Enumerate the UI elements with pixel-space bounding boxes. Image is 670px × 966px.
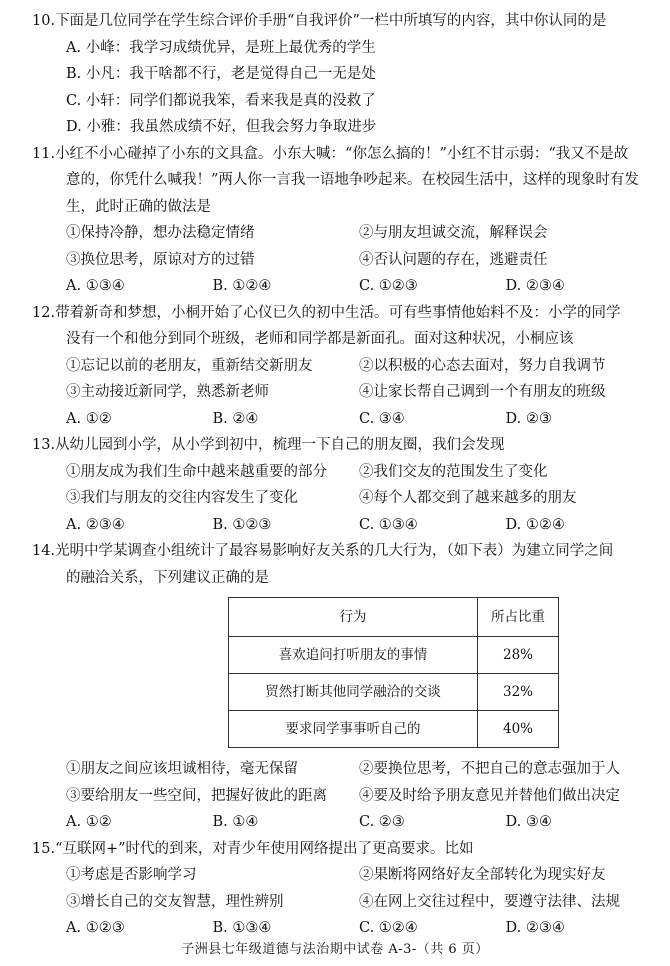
item-1: ①朋友之间应该坦诚相待，毫无保留: [66, 761, 298, 777]
question-10: [32, 8, 652, 141]
question-14: [32, 538, 652, 836]
question-number: 11.: [32, 145, 56, 162]
option-b: B. 小凡：我干啥都不行，老是觉得自己一无是处: [66, 66, 376, 82]
choice-d: D. ②③④: [505, 278, 565, 294]
item-3: ③换位思考，原谅对方的过错: [66, 251, 255, 268]
choice-d: D. ③④: [505, 814, 552, 830]
choice-a: A. ①②: [66, 410, 112, 427]
question-stem: 光明中学某调查小组统计了最容易影响好友关系的几大行为，（如下表）为建立同学之间: [55, 543, 614, 559]
question-stem: 从幼儿园到小学，从小学到初中，梳理一下自己的朋友圈，我们会发现: [55, 437, 505, 453]
choice-a: A. ①②③: [66, 920, 125, 936]
survey-table: [228, 597, 559, 748]
choice-c: C. ①③④: [359, 516, 418, 533]
question-12: [32, 300, 652, 433]
question-number: 14.: [32, 543, 56, 559]
table-row: [229, 674, 559, 711]
table-header: 行为: [229, 598, 478, 637]
choice-d: D. ①②④: [505, 516, 565, 533]
item-4: ④在网上交往过程中，要遵守法律、法规: [359, 893, 620, 910]
item-4: ④否认问题的存在，逃避责任: [359, 251, 548, 268]
question-number: 13.: [32, 437, 56, 453]
question-stem: 下面是几位同学在学生综合评价手册“自我评价”一栏中所填写的内容，其中你认同的是: [55, 13, 607, 29]
table-cell: 32%: [478, 674, 559, 711]
table-cell: 要求同学事事听自己的: [229, 711, 478, 748]
item-3: ③我们与朋友的交往内容发生了变化: [66, 490, 298, 506]
item-3: ③要给朋友一些空间，把握好彼此的距离: [66, 787, 327, 804]
item-4: ④每个人都交到了越来越多的朋友: [359, 490, 577, 506]
choice-a: A. ①②: [66, 814, 112, 830]
item-1: ①保持冷静，想办法稳定情绪: [66, 225, 255, 241]
item-3: ③增长自己的交友智慧，理性辨别: [66, 893, 284, 910]
choice-c: C. ①②④: [359, 920, 418, 936]
choice-d: D. ②③④: [505, 920, 565, 936]
item-3: ③主动接近新同学，熟悉新老师: [66, 384, 269, 400]
item-2: ②果断将网络好友全部转化为现实好友: [359, 867, 606, 883]
question-number: 10.: [32, 13, 56, 29]
item-4: ④让家长帮自己调到一个有朋友的班级: [359, 384, 606, 400]
table-cell: 40%: [478, 711, 559, 748]
page-footer: 子洲县七年级道德与法治期中试卷 A-3-（共 6 页）: [181, 942, 489, 957]
item-2: ②以积极的心态去面对，努力自我调节: [359, 357, 606, 374]
table-row: [229, 637, 559, 674]
question-stem-cont: 的融洽关系，下列建议正确的是: [66, 569, 269, 586]
option-d: D. 小雅：我虽然成绩不好，但我会努力争取进步: [66, 119, 377, 135]
choice-d: D. ②③: [505, 410, 552, 427]
option-a: A. 小峰：我学习成绩优异，是班上最优秀的学生: [66, 39, 376, 56]
item-4: ④要及时给予朋友意见并替他们做出决定: [359, 787, 620, 804]
table-header: 所占比重: [478, 598, 559, 637]
choice-c: C. ③④: [359, 410, 405, 427]
question-11: [32, 141, 652, 300]
choice-b: B. ①③④: [212, 920, 272, 936]
question-stem: 小红不小心碰掉了小东的文具盒。小东大喊：“你怎么搞的！”小红不甘示弱：“我又不是故: [55, 145, 629, 162]
question-15: [32, 836, 652, 942]
question-stem: 带着新奇和梦想，小桐开始了心仪已久的初中生活。可有些事情他始料不及：小学的同学: [55, 304, 621, 321]
question-number: 12.: [32, 304, 56, 321]
question-stem-cont: 没有一个和他分到同个班级，老师和同学都是新面孔。面对这种状况，小桐应该: [66, 331, 574, 347]
question-stem: “互联网+”时代的到来，对青少年使用网络提出了更高要求。比如: [55, 840, 474, 857]
table-cell: 28%: [478, 637, 559, 674]
item-1: ①朋友成为我们生命中越来越重要的部分: [66, 463, 327, 480]
choice-b: B. ①④: [212, 814, 259, 830]
question-stem-cont: 生，此时正确的做法是: [66, 198, 211, 215]
choice-b: B. ①②④: [212, 278, 272, 294]
item-2: ②要换位思考，不把自己的意志强加于人: [359, 761, 620, 777]
question-13: [32, 432, 652, 538]
choice-c: C. ②③: [359, 814, 405, 830]
table-cell: 贸然打断其他同学融洽的交谈: [229, 674, 478, 711]
choice-b: B. ②④: [212, 410, 259, 427]
question-number: 15.: [32, 840, 56, 857]
choice-b: B. ①②③: [212, 516, 272, 533]
item-1: ①考虑是否影响学习: [66, 867, 197, 883]
choice-a: A. ①③④: [66, 278, 125, 294]
table-cell: 喜欢追问打听朋友的事情: [229, 637, 478, 674]
table-header-row: [229, 598, 559, 637]
option-c: C. 小轩：同学们都说我笨，看来我是真的没救了: [66, 92, 376, 109]
item-2: ②与朋友坦诚交流，解释误会: [359, 225, 548, 241]
table-row: [229, 711, 559, 748]
item-2: ②我们交友的范围发生了变化: [359, 463, 548, 480]
choice-a: A. ②③④: [66, 516, 125, 533]
item-1: ①忘记以前的老朋友，重新结交新朋友: [66, 357, 313, 374]
question-stem-cont: 意的，你凭什么喊我！”两人你一言我一语地争吵起来。在校园生活中，这样的现象时有发: [66, 172, 639, 188]
choice-c: C. ①②③: [359, 278, 418, 294]
